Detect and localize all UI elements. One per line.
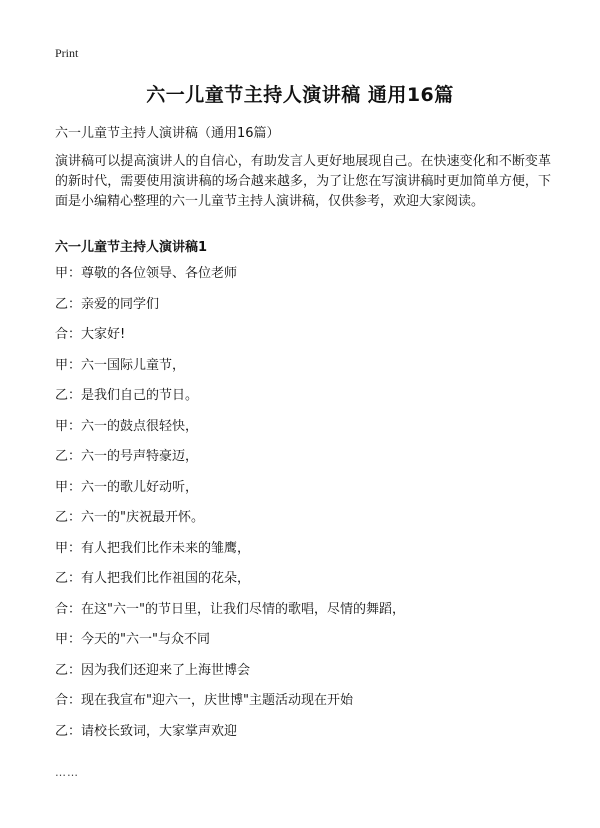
dialogue-line: 乙：是我们自己的节日。: [55, 388, 199, 403]
section-heading: 六一儿童节主持人演讲稿1: [55, 240, 208, 255]
dialogue-line: 乙：有人把我们比作祖国的花朵，: [55, 571, 251, 586]
dialogue-line: 甲：六一的鼓点很轻快，: [55, 418, 199, 434]
dialogue-line: 合：现在我宣布"迎六一，庆世博"主题活动现在开始: [55, 693, 353, 708]
dialogue-line: 乙：请校长致词，大家掌声欢迎: [55, 723, 238, 739]
continuation-ellipsis: ……: [55, 766, 79, 779]
dialogue-lines: [55, 266, 555, 754]
dialogue-line: 合：大家好!: [55, 327, 126, 342]
dialogue-line: 甲：六一的歌儿好动听，: [55, 479, 199, 495]
dialogue-line: 乙：因为我们还迎来了上海世博会: [55, 662, 251, 678]
print-label[interactable]: Print: [55, 46, 79, 60]
document-title: 六一儿童节主持人演讲稿 通用16篇: [146, 84, 454, 106]
dialogue-line: 乙：亲爱的同学们: [55, 296, 160, 312]
document-subtitle: 六一儿童节主持人演讲稿（通用16篇）: [55, 126, 280, 141]
dialogue-line: 乙：六一的"庆祝最开怀。: [55, 510, 204, 525]
dialogue-line: 甲：六一国际儿童节，: [55, 357, 186, 373]
dialogue-line: 甲：尊敬的各位领导、各位老师: [55, 266, 238, 281]
dialogue-line: 合：在这"六一"的节日里，让我们尽情的歌唱，尽情的舞蹈，: [55, 601, 405, 617]
dialogue-line: 甲：今天的"六一"与众不同: [55, 632, 210, 647]
dialogue-line: 甲：有人把我们比作未来的雏鹰，: [55, 540, 251, 556]
dialogue-line: 乙：六一的号声特豪迈，: [55, 449, 199, 464]
intro-paragraph: 演讲稿可以提高演讲人的自信心，有助发言人更好地展现自己。在快速变化和不断变革的新时代，需要使用演讲稿的场合越来越多，为了让您在写演讲稿时更加简单方便，下面是小编精心整理的六一儿童节主持人演讲稿，仅供参考，欢迎大家阅读。: [55, 154, 551, 209]
